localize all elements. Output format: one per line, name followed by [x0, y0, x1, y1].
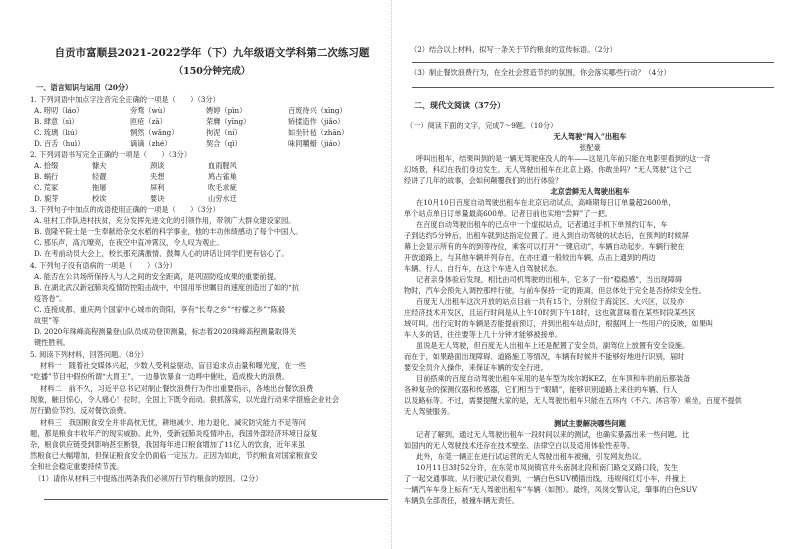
section-heading: 二、现代文阅读（37分） — [414, 100, 506, 110]
paragraph-line: 了一起交通事故。从行驶记录仪看到，一辆白色SUV横插出线，违规闯红灯小车，并撞上 — [404, 474, 687, 483]
q3-option-b: B. 袁隆平院士是一生奉献给杂交水稻的科学事业，他的丰功伟绩感动了每个中国人。 — [34, 227, 303, 236]
paragraph-line: 目前搭乘的百度自动驾驶出租车采用的是车型为埃尔姆KEZ，在车顶和车的前后都装备 — [416, 374, 691, 383]
page-fold — [391, 0, 398, 549]
paragraph-line: 子到达约5分钟后，出租车就到达指定位置了。进入到自动驾驶的状态后，在预判的时候屏 — [404, 231, 689, 240]
paragraph-line: 车辆、行人、自行车，在这个车进入自驾驶状态。 — [404, 264, 563, 273]
q4-option-b: B. 在湖北武汉新冠肺炎疫情防控阻击战中，中国用举世瞩目的速度创造出了如的“抗 — [34, 283, 300, 292]
left-column — [30, 0, 390, 549]
material-2-line: 厉行勤俭节约、反对餐饮浪费。 — [30, 406, 131, 415]
paragraph-line: 在百度自动驾驶出租车的已点中一个虚拟站点，记者通过手机下单预约订车，车 — [416, 220, 668, 229]
paragraph-line: 百度无人出租车这次开放的站点目前一共有15个，分别位于海淀区、大兴区，以及亦 — [416, 297, 684, 306]
paragraph-line: 开放道路上，与其他车辆并列存在，在亦庄通一般较出车辆，点击上通到的两边 — [404, 253, 656, 262]
subheading: 北京尝鲜无人驾驶出租车 — [550, 187, 630, 196]
paragraph-line: 单个站点单日订单量最高600单。记者日前也实地“尝鲜”了一把。 — [404, 209, 612, 218]
q4-option-d: D. 2020年珠峰高程测量登山队员成功登顶测量，标志着2020珠峰高程测量取得关 — [34, 327, 297, 336]
section-heading: 一、语言知识与运用（20分） — [36, 83, 133, 92]
right-column — [404, 0, 776, 549]
page-title: 自贡市富顺县2021-2022学年（下）九年级语文学科第二次练习题 — [54, 47, 370, 59]
part-heading: （一）阅读下面的文字，完成7～9题。（10分） — [406, 121, 558, 130]
q4-option-d-cont: 键性胜利。 — [34, 338, 70, 347]
paragraph-line: 一辆汽车车身上标有“无人驾驶出租车”车辆（如图）。最终，凤岗交警认定，肇事的白色SUV — [404, 485, 698, 494]
option-row: B. 肆意（sì） 匝疮（zā） 荣膺（yīng） 矫揉造作（jiǎo） — [34, 117, 345, 126]
answer-line — [44, 499, 388, 500]
material-2-line: 现象，触目惊心，令人痛心！拉时，全国上下既令而动。狠抓落实，以光盘行动来学措施企业社会 — [30, 395, 340, 404]
q4-option-b-cont: 疫答卷”。 — [34, 294, 67, 303]
q3-option-c: C. 那乐声，高亢嘹亮，在夜空中直冲霄汉，令人叹为观止。 — [34, 238, 224, 247]
subheading: 测试主要解决哪些问题 — [554, 419, 626, 428]
paragraph-line: 经讲了几年的故事，会如何颠覆我们的出行体验？ — [404, 176, 563, 185]
question-3: 3. 下列句子中加点的成语使用正确的一项是（ ）（3分） — [30, 205, 220, 214]
option-row: C. 琉璃（liú） 惘然（wǎng） 拘泥（ní） 如坐针毡（zhān） — [34, 128, 349, 137]
q4-option-a: A. 能否在公共场所保持人与人之间的安全距离，是巩固防疫成果的重要前提。 — [34, 272, 281, 281]
paragraph-line: 车人多的话，往往要等上几十分钟才能够被接单。 — [404, 330, 563, 339]
q2-options — [34, 160, 237, 204]
question-5: 5. 阅读下列材料，回答问题。（8分） — [30, 350, 148, 359]
option-row: B. 蜗行 轻靓 夹想 鸠占雀巢 — [34, 172, 237, 181]
answer-line — [412, 62, 774, 63]
paragraph-line: 以及路标等。不过，需要提醒大家的是，无人驾驶出租车只能在五环内（不六、沐宫等）乘坐，百度不提供 — [404, 396, 742, 405]
paragraph-line: 10月11日3时52分许，在东莞市凤岗镇官井头南洞北段和南门路交叉路口段，发生 — [416, 463, 679, 472]
material-3-line: 材料三 我国粮食安全并非高枕无忧，耕地减少、地力退化、减灾防灾能力不足等问 — [40, 418, 306, 427]
material-2-line: 材料二 前不久，习近平总书记对制止餐饮浪费行为作出重要指示，各地出台餐饮浪费 — [40, 384, 314, 393]
paragraph-line: 如国内的无人驾驶技术还存在技术壁垒、法律空白以及适用体验性差等。 — [404, 441, 635, 450]
material-3-line: 杂，粮食供应链受到影响甚至断裂，我国每年进口粮食增加了11亿人的饮食，近年来虽 — [30, 440, 306, 449]
option-row: A. 唠叨（láo） 旁骛（wù） 娉婷（pìn） 百废待兴（xīng） — [34, 106, 347, 115]
paragraph-line: 车辆负全部责任，被撞车辆无责任。 — [404, 496, 520, 505]
q4-option-c-cont: 故里”等 — [34, 316, 60, 325]
page-subtitle: （150分钟完成） — [173, 66, 251, 77]
option-row: D. 旎芽 校诶 要诀 山穷水迁 — [34, 194, 237, 203]
paragraph-line: 幕上会显示所有的车的到等待位，乘客可以打开“一键启动”，车辆自动起步。车辆行驶在 — [404, 242, 685, 251]
question-5-3: （3）制止餐饮浪费行为，在全社会营造节约的氛围，你会落实哪些行动？（4分） — [410, 68, 671, 77]
paragraph-line: 各种复杂的探测仪器和传感器，它们相当于“眼睛”，能够识别道路上来往的车辆、行人 — [404, 385, 678, 394]
question-4: 4. 下列句子没有语病的一项是（ ）（3分） — [30, 261, 177, 270]
paragraph-line: 庄经济技术开发区，且运行时间是从上午10时到下午18时，这也就意味着在某些时段某些区 — [404, 308, 696, 317]
paragraph-line: 无人驾驶服务。 — [404, 407, 455, 416]
option-row: D. 百舌（huì） 谪谪（zhé） 契合（qì） 味同嚼蜡（jiáo） — [34, 139, 345, 148]
material-3-line: 全和社会稳定重要持续节流。 — [30, 462, 124, 471]
q3-option-d: D. 在考前动员大会上，校长那充满激情、鼓舞人心的讲话让同学们更有信心了。 — [34, 249, 289, 258]
material-1-line: 材料一 随着社交媒体兴起，少数人受利益驱动，盲目追求点击量和曝光度，在一些 — [40, 361, 306, 370]
question-2: 2. 下列词语书写完全正确的一项是（ ）（3分） — [30, 150, 192, 159]
q1-options — [34, 105, 348, 149]
option-row: C. 荒冢 拖屠 屏利 吹毛求疵 — [34, 183, 237, 192]
option-row: A. 拾缀 慷夫 颈谈 血雨腥风 — [34, 161, 237, 170]
material-3-line: 然粮食已大幅增加，但保证粮食安全仍面临一定压力。正因为如此，节约粮食对国家粮食安 — [30, 451, 318, 460]
paragraph-line: 要安全员介入操作，来保证车辆的安全行进。 — [404, 363, 548, 372]
paragraph-line: 记者亲身体验后发现，相比由司机驾驶的出租车，它多了一份“稳稳感”，当出现障碍 — [416, 275, 683, 284]
q3-option-a: A. 驻村工作队进村扶贫，充分发挥先进文化的引领作用，带领广大群众建设家园。 — [34, 216, 296, 225]
paragraph-line: 域可叫。出行定时的车辆是否能提前预订，并到出租车站点时，根据网上一些用户的反映，如果叫 — [404, 319, 714, 328]
paragraph-line: 呼叫出租车，结果叫到的是一辆无驾驶座没人的车——这是几年前只能在电影里看到的这一奇 — [416, 154, 711, 163]
question-1: 1. 下列词语中加点字注音完全正确的一项是（ ）（3分） — [30, 95, 220, 104]
article-title: 无人驾驶“闯入”出租车 — [553, 132, 627, 141]
paragraph-line: 在10月10日百度自动驾驶出租车在北京启动试点，高峰期每日订单量超2600单， — [416, 198, 676, 207]
question-5-2: （2）结合以上材料，拟写一条关于节约粮食的宣传标语。（2分） — [410, 45, 617, 54]
paragraph-line: 物时，汽车会预先入调控那样行驶，与前车保持一定的距离，但总体处于完全是否持续安全性。 — [404, 286, 706, 295]
material-3-line: 题，都是粮食丰收年产的现实威胁。此外，受新冠肺炎疫情冲击，我国外部经济环境日益复 — [30, 429, 318, 438]
question-5-1: （1）请你从材料三中提炼出两条我们必须厉行节约粮食的原因。（2分） — [34, 474, 263, 483]
paragraph-line: 虽说是无人驾驶，但百度无人出租车上还是配置了安全员，副驾位上放置有安全设施。 — [416, 341, 690, 350]
material-1-line: “吃播”节目中假扮所谓“大胃王”，一边暴饮暴食一边哗中催吐，造成极大的浪费。 — [30, 372, 290, 381]
paragraph-line: 记者了解到，通过无人驾驶出租车一段时间以来的测试，也确实暴露出来一些问题。比 — [416, 430, 690, 439]
q4-option-c: C. 连接成都、重庆两个国家中心城市的资阳，享有“长寿之乡”“柠檬之乡”“陈毅 — [34, 305, 286, 314]
paragraph-line: 幻场景，科幻在我们身边发生。无人驾驶出租车在北京上路，你敢坐吗？“无人驾驶”这个己 — [404, 165, 692, 174]
answer-line — [412, 87, 774, 88]
paragraph-line: 而在于，如果路面出现障碍、道路施工等情况，车辆有时候并不能够好地进行识别，届时 — [404, 352, 685, 361]
paragraph-line: 此外，东莞一辆正在进行试运营的无人驾驶出租车被撞，引发网友热议。 — [416, 452, 647, 461]
article-author: 张配豪 — [579, 143, 601, 152]
